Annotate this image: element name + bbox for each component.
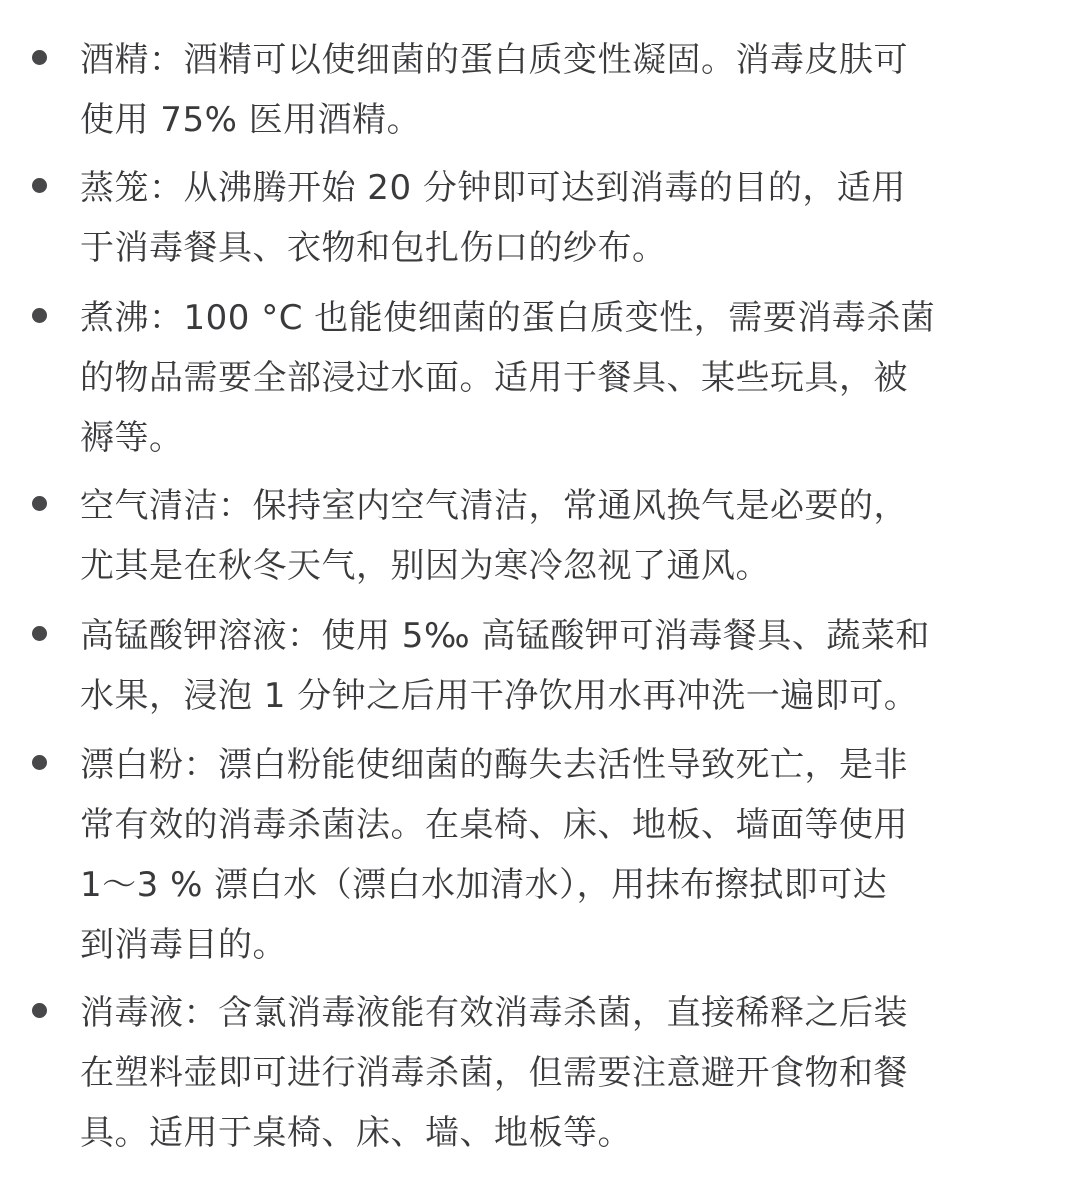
text-line: 煮沸：100 °C 也能使细菌的蛋白质变性，需要消毒杀菌 (80, 298, 936, 338)
bullet-dot-icon (32, 1003, 47, 1018)
text-line: 高锰酸钾溶液：使用 5‰ 高锰酸钾可消毒餐具、蔬菜和 (80, 616, 930, 656)
text-line: 的物品需要全部浸过水面。适用于餐具、某些玩具，被 (80, 358, 908, 398)
list-item-text (80, 735, 1040, 975)
bullet-dot-icon (32, 50, 47, 65)
text-line: 褥等。 (80, 418, 184, 458)
bullet-dot-icon (32, 496, 47, 511)
text-line: 到消毒目的。 (80, 925, 287, 965)
text-line: 空气清洁：保持室内空气清洁，常通风换气是必要的， (80, 486, 908, 526)
text-line: 酒精：酒精可以使细菌的蛋白质变性凝固。消毒皮肤可 (80, 40, 908, 80)
text-line: 于消毒餐具、衣物和包扎伤口的纱布。 (80, 228, 667, 268)
list-item-text (80, 476, 1040, 596)
bullet-dot-icon (32, 308, 47, 323)
text-line: 水果，浸泡 1 分钟之后用干净饮用水再冲洗一遍即可。 (80, 676, 919, 716)
text-line: 尤其是在秋冬天气，别因为寒冷忽视了通风。 (80, 546, 770, 586)
text-line: 漂白粉：漂白粉能使细菌的酶失去活性导致死亡，是非 (80, 745, 908, 785)
list-item-text (80, 288, 1040, 468)
list-item-text (80, 983, 1040, 1163)
list-item-text (80, 606, 1040, 726)
bullet-dot-icon (32, 755, 47, 770)
bullet-dot-icon (32, 626, 47, 641)
text-line: 消毒液：含氯消毒液能有效消毒杀菌，直接稀释之后装 (80, 993, 908, 1033)
text-line: 在塑料壶即可进行消毒杀菌，但需要注意避开食物和餐 (80, 1053, 908, 1093)
list-item-text (80, 30, 1040, 150)
text-line: 蒸笼：从沸腾开始 20 分钟即可达到消毒的目的，适用 (80, 168, 906, 208)
text-line: 1～3 % 漂白水（漂白水加清水），用抹布擦拭即可达 (80, 865, 888, 905)
text-line: 使用 75% 医用酒精。 (80, 100, 422, 140)
bullet-dot-icon (32, 178, 47, 193)
text-line: 具。适用于桌椅、床、墙、地板等。 (80, 1113, 632, 1153)
list-item-text (80, 158, 1040, 278)
text-line: 常有效的消毒杀菌法。在桌椅、床、地板、墙面等使用 (80, 805, 908, 845)
